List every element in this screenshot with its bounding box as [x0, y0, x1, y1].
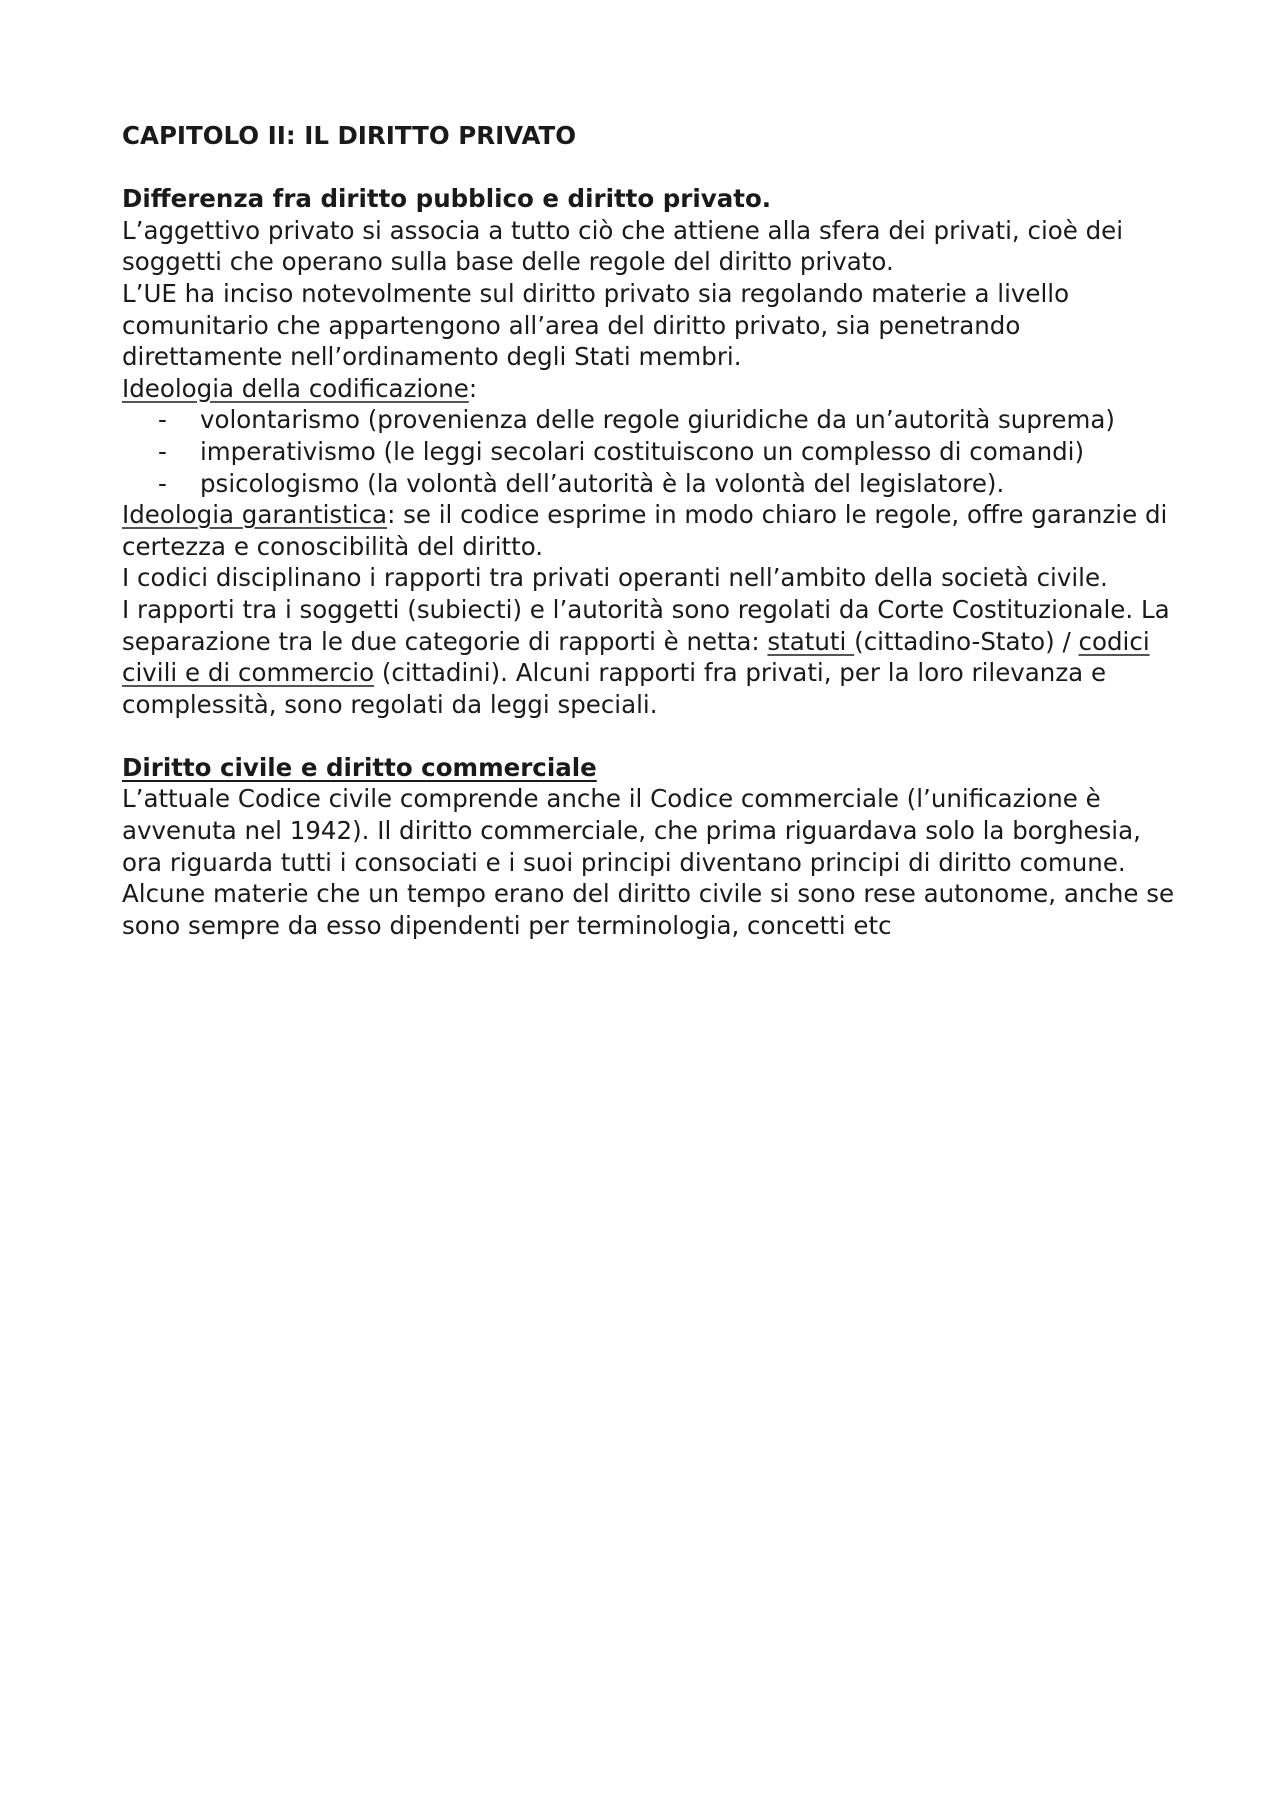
rapporti-text-mid: (cittadino-Stato) /: [854, 626, 1079, 656]
list-item-volontarismo: - volontarismo (provenienza delle regole giuridiche da un’autorità suprema): [200, 404, 1182, 436]
chapter-title: CAPITOLO II: IL DIRITTO PRIVATO: [122, 121, 577, 150]
codici-term: codici civili e di commercio: [122, 626, 1150, 688]
rapporti-text-end: (cittadini). Alcuni rapporti fra privati, per la loro rilevanza e complessità, sono regolati da leggi speciali.: [122, 658, 1107, 719]
paragraph-garantistica: [122, 499, 1182, 562]
paragraph-rapporti: [122, 594, 1182, 720]
section-heading-civile-commerciale: Diritto civile e diritto commerciale: [122, 752, 597, 782]
paragraph-codice-civile: L’attuale Codice civile comprende anche il Codice commerciale (l’unificazione è avvenuta nel 1942). Il diritto commerciale, che prima riguardava solo la borghesia, ora riguarda tutti i consociati e i suoi principi diventano principi di diritto comune. Alcune materie che un tempo erano del diritto civile si sono rese autonome, anche se sono sempre da esso dipendenti per terminologia, concetti etc: [122, 784, 1175, 940]
codification-colon: :: [468, 373, 478, 403]
section-spacer: [122, 720, 1182, 752]
statuti-term: statuti: [767, 626, 855, 656]
rapporti-text-start: I rapporti tra i soggetti (subiecti) e l’autorità sono regolati da Corte Costituzionale. La separazione tra le due categorie di rapporti è netta:: [122, 594, 1170, 656]
codification-label-line: [122, 373, 1182, 405]
list-item-psicologismo: - psicologismo (la volontà dell’autorità è la volontà del legislatore).: [200, 468, 1182, 500]
paragraph-codici: I codici disciplinano i rapporti tra privati operanti nell’ambito della società civile.: [122, 563, 1108, 593]
section-heading-public-private: Differenza fra diritto pubblico e diritto privato.: [122, 184, 772, 214]
list-item-imperativismo: - imperativismo (le leggi secolari costituiscono un complesso di comandi): [200, 436, 1182, 468]
codification-ideology-label: Ideologia della codificazione: [122, 373, 469, 403]
document-page: [122, 120, 1182, 941]
paragraph-aggettivo-privato: L’aggettivo privato si associa a tutto ciò che attiene alla sfera dei privati, cioè dei soggetti che operano sulla base delle regole del diritto privato.: [122, 215, 1124, 277]
paragraph-ue: L’UE ha inciso notevolmente sul diritto privato sia regolando materie a livello comunitario che appartengono all’area del diritto privato, sia penetrando direttamente nell’ordinamento degli Stati membri.: [122, 278, 1070, 372]
garantistica-text: : se il codice esprime in modo chiaro le regole, offre garanzie di certezza e conoscibilità del diritto.: [122, 500, 1168, 561]
garantistica-label: Ideologia garantistica: [122, 500, 388, 530]
codification-list: [122, 404, 1182, 499]
